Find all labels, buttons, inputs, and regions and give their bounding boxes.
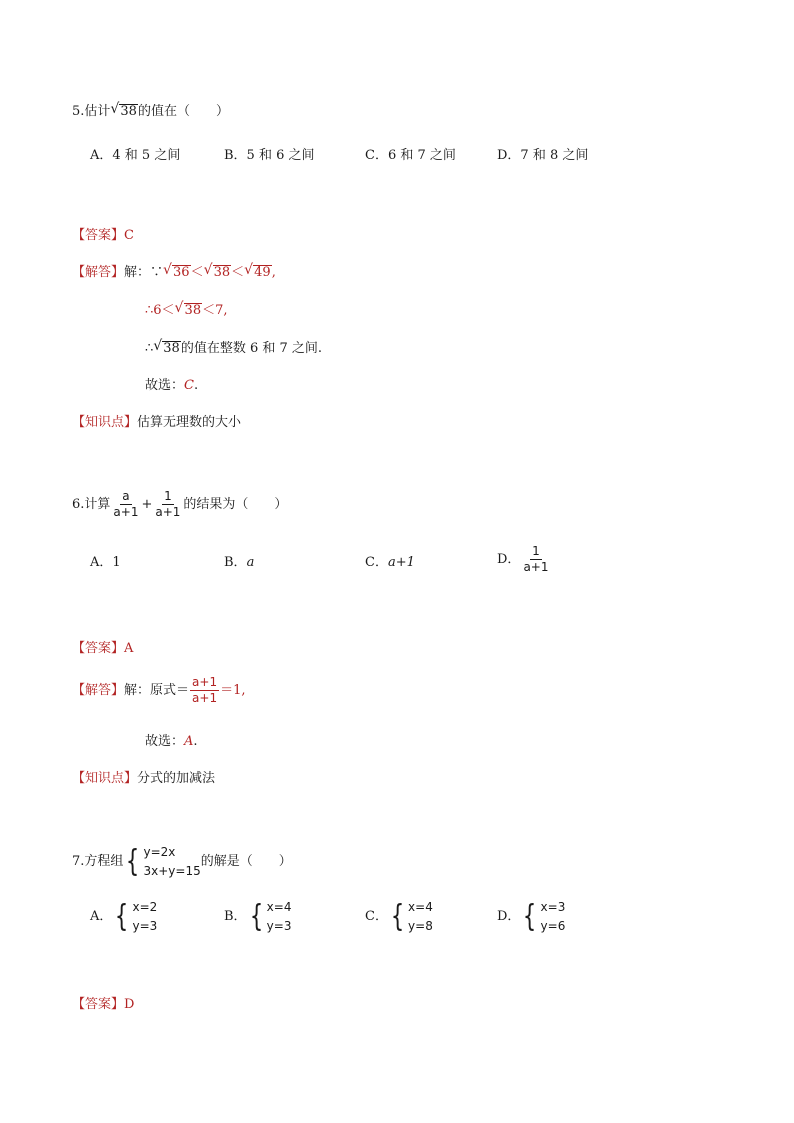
q5-stem: 5.估计 √ 38的值在（ ）	[72, 101, 229, 119]
q6-stem: 6.计算 $\frac{a}{a+1}$ + $\frac{1}{a+1}$ 的结果为（ ）	[72, 489, 288, 520]
q5-solution-line1: 【解答】解：∵ √ 36＜ √ 38＜ √ 49,	[72, 262, 276, 280]
left-brace-icon: {	[523, 898, 537, 934]
q7-answer: 【答案】D	[72, 997, 135, 1012]
q7-option-d: D． { x=3 y=6	[497, 898, 566, 934]
q6-option-d: D． $\frac{1}{a+1}$	[497, 544, 549, 575]
q7-option-c: C． { x=4 y=8	[365, 898, 433, 934]
q6-solution-line1: 【解答】 解：原式＝ $\frac{a+1}{a+1}$ ＝1,	[72, 675, 246, 706]
q6-fraction-1: $\frac{a}{a+1}$	[113, 489, 139, 520]
q5-option-b: B．5 和 6 之间	[224, 148, 315, 163]
q5-option-a: A．4 和 5 之间	[90, 148, 181, 163]
left-brace-icon: {	[115, 898, 129, 934]
left-brace-icon: {	[126, 843, 140, 879]
q6-solution-line2: 故选：A.	[145, 734, 198, 749]
q7-stem: 7.方程组 { y=2x 3x+y=15 的解是（ ）	[72, 843, 292, 879]
left-brace-icon: {	[249, 898, 263, 934]
q5-option-c: C．6 和 7 之间	[365, 148, 456, 163]
q5-solution-line4: 故选：C.	[145, 378, 199, 393]
q7-option-a: A． { x=2 y=3	[90, 898, 158, 934]
q5-solution-line3: ∴ √ 38的值在整数 6 和 7 之间.	[145, 338, 323, 356]
q5-solution-line2: ∴6＜ √ 38＜7,	[145, 300, 228, 318]
left-brace-icon: {	[390, 898, 405, 934]
q6-knowledge: 【知识点】分式的加减法	[72, 771, 216, 786]
q5-option-d: D．7 和 8 之间	[497, 148, 589, 163]
q5-answer: 【答案】C	[72, 228, 134, 243]
q5-knowledge: 【知识点】估算无理数的大小	[72, 415, 242, 430]
q6-option-a: A．1	[90, 555, 121, 570]
q5-stem-text: 5.估计	[72, 104, 111, 119]
q5-sqrt: √ 38	[110, 101, 137, 119]
q7-equation-system: { y=2x 3x+y=15	[126, 843, 201, 879]
q6-fraction-2: $\frac{1}{a+1}$	[155, 489, 181, 520]
q6-option-c: C．a+1	[365, 555, 415, 570]
q6-answer: 【答案】A	[72, 641, 134, 656]
q7-option-b: B． { x=4 y=3	[224, 898, 292, 934]
q6-option-b: B．a	[224, 555, 255, 570]
